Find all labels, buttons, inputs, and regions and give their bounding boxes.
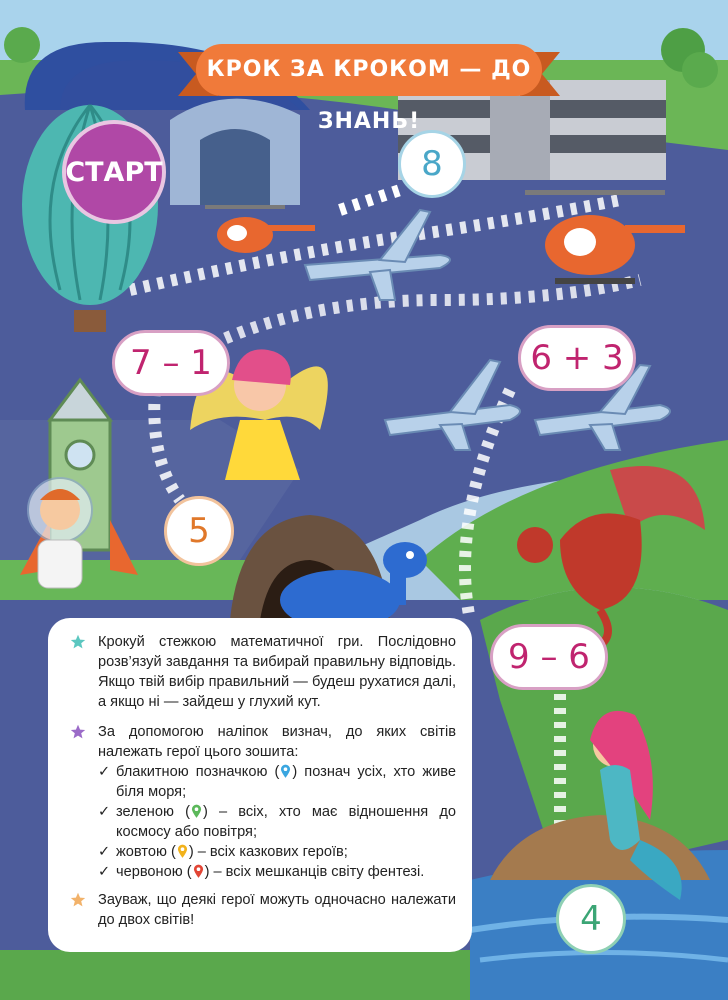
step-bubble-5: 5 <box>164 496 234 566</box>
star-icon <box>70 892 86 908</box>
instruction-2 <box>64 722 456 882</box>
star-icon <box>70 634 86 650</box>
check-icon: ✓ <box>98 804 111 820</box>
sticker-color-list <box>98 762 456 882</box>
blue-pin-icon <box>280 764 291 779</box>
instruction-3 <box>64 890 456 930</box>
check-icon: ✓ <box>98 864 111 880</box>
instruction-2-text: За допомогою наліпок визнач, до яких світів належать герої цього зошита: <box>98 724 456 760</box>
step-bubble-7-minus-1: 7 – 1 <box>112 330 230 396</box>
check-icon: ✓ <box>98 844 111 860</box>
step-bubble-4: 4 <box>556 884 626 954</box>
yellow-pin-icon <box>177 844 188 859</box>
list-item: ✓ жовтою ( ) – всіх казкових героїв; <box>98 844 348 860</box>
step-bubble-8: 8 <box>398 130 466 198</box>
green-pin-icon <box>191 804 202 819</box>
red-pin-icon <box>193 864 204 879</box>
instructions-panel <box>48 618 472 952</box>
step-bubble-6-plus-3: 6 + 3 <box>518 325 636 391</box>
list-item: ✓ блакитною позначкою ( ) познач усіх, хто живе біля моря; <box>98 764 456 800</box>
step-bubble-9-minus-6: 9 – 6 <box>490 624 608 690</box>
list-item: ✓ зеленою ( ) – всіх, хто має відношення до космосу або повітря; <box>98 804 457 840</box>
start-badge: СТАРТ <box>62 120 166 224</box>
instruction-3-text: Зауваж, що деякі герої можуть одночасно належати до двох світів! <box>98 892 456 928</box>
title-banner <box>178 44 560 134</box>
instruction-1-text: Крокуй стежкою математичної гри. Послідовно розв’язуй завдання та вибирай правильну відповідь. Якщо твій вибір правильний — будеш рухатися далі, а якщо ні — зайдеш у глухий кут. <box>98 634 456 710</box>
instruction-1 <box>64 632 456 712</box>
banner-title: КРОК ЗА КРОКОМ — ДО ЗНАНЬ! <box>206 57 532 134</box>
star-icon <box>70 724 86 740</box>
list-item: ✓ червоною ( ) – всіх мешканців світу фентезі. <box>98 864 425 880</box>
check-icon: ✓ <box>98 764 111 780</box>
